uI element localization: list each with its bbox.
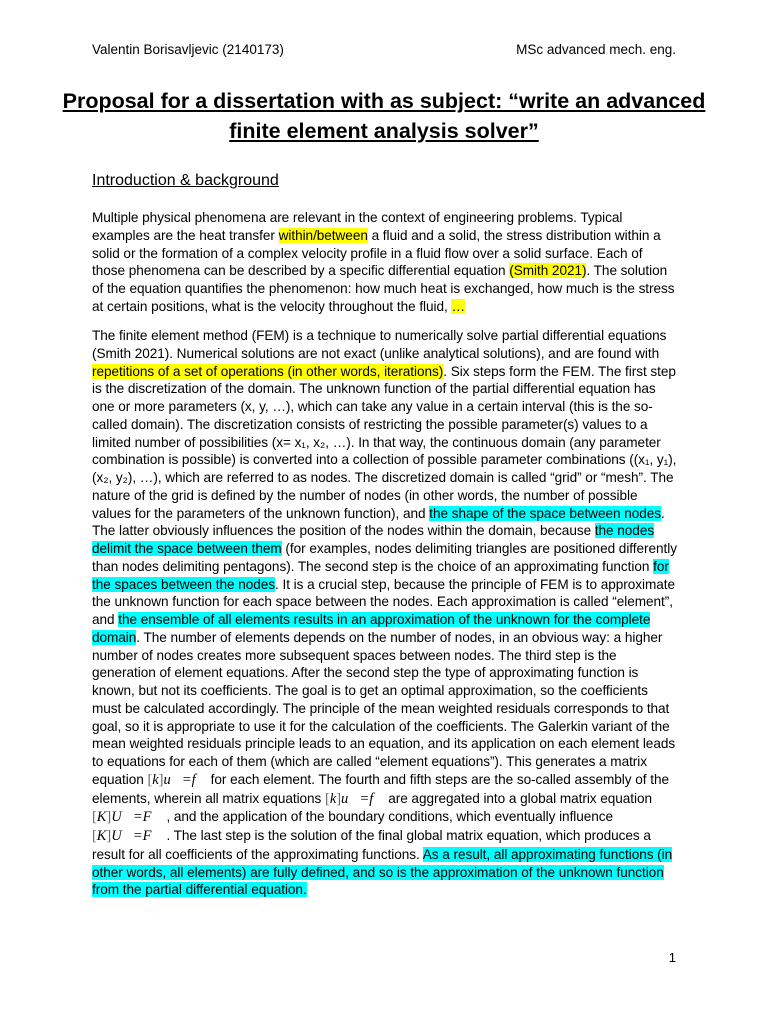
highlight-cyan: the ensemble of all elements results in an approximation of the unknown for the complete domain <box>92 612 651 645</box>
highlight-yellow: within/between <box>278 227 368 243</box>
highlight-yellow: repetitions of a set of operations (in other words, iterations) <box>92 363 444 379</box>
highlight-yellow: (Smith 2021) <box>509 263 587 279</box>
section-heading: Introduction & background <box>92 172 279 189</box>
header-author: Valentin Borisavljevic (2140173) <box>92 42 284 57</box>
highlight-cyan: the nodes delimit the space between them <box>92 523 655 556</box>
highlight-cyan: As a result, all approximating functions (in other words, all elements) are fully defined, and so is the approximation of the unknown function from the partial differential equation. <box>92 846 673 898</box>
matrix-equation-global: [K]U⃗=F⃗ <box>92 809 163 826</box>
paragraph-2: The finite element method (FEM) is a technique to numerically solve partial differential equations (Smith 2021). Numerical solutions are not exact (unlike analytical solutions), and are found with repetitions of a set of operations (in other words, iterations). Six steps form the FEM. The first step is the discretization of the domain. The unknown function of the partial differential equation has one or more parameters (x, y, …), which can take any value in a certain interval (this is the so-called domain). The discretization consists of restricting the possible parameter(s) values to a limited number of possibilities (x= x₁, x₂, …). In that way, the continuous domain (any parameter combination is possible) is converted into a collection of possible parameter combinations ((x₁, y₁), (x₂, y₂), …), which are referred to as nodes. The discretized domain is called “grid” or “mesh”. The nature of the grid is defined by the number of nodes (in other words, the number of possible values for the parameters of the unknown function), and the shape of the space between nodes. The latter obviously influences the position of the nodes within the domain, because the nodes delimit the space between them (for examples, nodes delimiting triangles are positioned differently than nodes delimiting pentagons). The second step is the choice of an approximating function for the spaces between the nodes. It is a crucial step, because the principle of FEM is to approximate the unknown function for each space between the nodes. Each approximation is called “element”, and the ensemble of all elements results in an approximation of the unknown for the complete domain. The number of elements depends on the number of nodes, in an obvious way: a higher number of nodes creates more subsequent spaces between nodes. The third step is the generation of element equations. After the second step the type of approximating function is known, but not its coefficients. The goal is to get an optimal approximation, so the coefficients must be calculated accordingly. The principle of the mean weighted residuals corresponds to that goal, so it is appropriate to use it for the calculation of the coefficients. The Galerkin variant of the mean weighted residuals principle leads to an equation, and its application on each element leads to equations for each of them (which are called “element equations”). This generates a matrix equation [k]u⃗=f⃗ for each element. The fourth and fifth steps are the so-called assembly of the elements, wherein all matrix equations [k]u⃗=f⃗ are aggregated into a global matrix equation [K]U⃗=F⃗ , and the application of the boundary conditions, which eventually influence [K]U⃗=F⃗ . The last step is the solution of the final global matrix equation, which produces a result for all coefficients of the approximating functions. As a result, all approximating functions (in other words, all elements) are fully defined, and so is the approximation of the unknown function from the partial differential equation. <box>92 328 677 898</box>
highlight-cyan: the shape of the space between nodes <box>429 505 661 521</box>
highlight-cyan: for the spaces between the nodes <box>92 558 669 592</box>
page-number: 1 <box>668 950 676 965</box>
matrix-equation-global: [K]U⃗=F⃗ <box>92 828 163 844</box>
matrix-equation-element: [k]u⃗=f⃗ <box>147 771 207 788</box>
document-title: Proposal for a dissertation with as subject: “write an advanced finite element analysis solver” <box>62 89 706 143</box>
header-program: MSc advanced mech. eng. <box>516 42 676 57</box>
highlight-yellow: … <box>451 298 466 314</box>
paragraph-1: Multiple physical phenomena are relevant in the context of engineering problems. Typical examples are the heat transfer within/between a fluid and a solid, the stress distribution within a solid or the formation of a complex velocity profile in a fluid flow over a solid surface. Each of those phenomena can be described by a specific differential equation (Smith 2021). The solution of the equation quantifies the phenomenon: how much heat is exchanged, how much is the stress at certain positions, what is the velocity throughout the fluid, … <box>92 210 675 314</box>
matrix-equation-element: [k]u⃗=f⃗ <box>325 790 385 807</box>
